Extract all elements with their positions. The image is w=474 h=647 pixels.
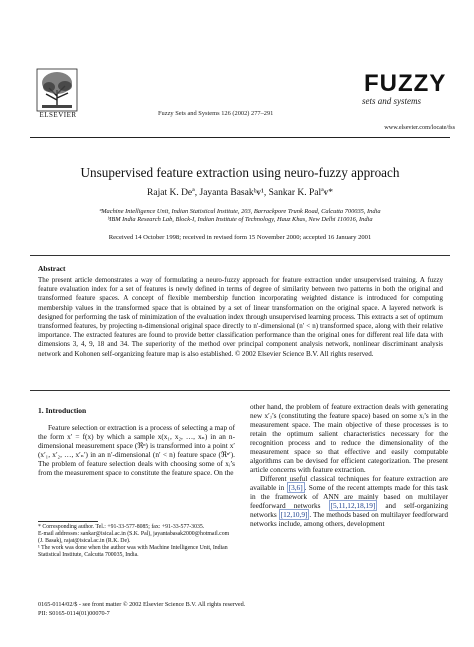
paragraph-text: Different useful classical techniques for feature extraction are available in xyxy=(250,474,448,492)
journal-logo-sub: sets and systems xyxy=(362,96,421,106)
footnote-emails: E-mail addresses: sankar@isical.ac.in (S.K. Pal), jayantabasak2000@hotmail.com (J. Basak), rajat@isical.ac.in (R.K. De). xyxy=(38,531,230,544)
affiliation-a: ªMachine Intelligence Unit, Indian Statistical Institute, 203, Barrackpore Trunk Road, Calcutta 700035, India xyxy=(99,208,381,215)
copyright-line: 0165-0114/02/$ - see front matter © 2002 Elsevier Science B.V. All rights reserved. xyxy=(38,601,246,608)
author-list: Rajat K. Deª, Jayanta Basakᵇⱴ¹, Sankar K. Palªⱴ* xyxy=(147,188,333,198)
received-dates: Received 14 October 1998; received in revised form 15 November 2000; accepted 16 January 2001 xyxy=(108,234,372,241)
intro-right-column xyxy=(250,402,448,528)
journal-url[interactable]: www.elsevier.com/locate/fss xyxy=(384,124,455,131)
citation-link[interactable]: [3,6] xyxy=(288,483,303,492)
citation-link[interactable]: [5,11,12,18,19] xyxy=(330,501,376,510)
footnote-author-note: ¹ The work was done when the author was with Machine Intelligence Unit, Indian Statistical Institute, Calcutta 700035, India. xyxy=(38,545,228,558)
abstract-top-rule xyxy=(30,255,450,256)
journal-logo-main: FUZZY xyxy=(364,70,447,97)
paragraph-text: . The methods based on multilayer feedforward networks include, among others, development xyxy=(250,510,449,528)
pii-line: PII: S0165-0114(01)00070-7 xyxy=(38,610,110,617)
header-divider xyxy=(30,137,450,138)
footnote-rule xyxy=(38,521,98,522)
intro-right-paragraph-1: other hand, the problem of feature extraction deals with generating new x′ⱼ’s (constituting the feature space) based on some xᵢ’s in the measurement space. The main objective of these processes is to retain the optimum salient characteristics necessary for the recognition process and to reduce the dimensionality of the measurement space so that effective and easily computable algorithms can be devised for efficient categorization. The present article concerns with feature extraction. xyxy=(250,402,448,474)
abstract-bottom-rule xyxy=(30,390,450,391)
paragraph-text: . Some of the recent attempts made for this task in the framework of ANN are mainly based on multilayer feedforward networks xyxy=(250,483,448,510)
paper-title: Unsupervised feature extraction using neuro-fuzzy approach xyxy=(80,165,400,180)
footnote-corresponding: * Corresponding author. Tel.: +91-33-577-8085; fax: +91-33-577-3035. xyxy=(38,524,205,530)
abstract-text: The present article demonstrates a way of formulating a neuro-fuzzy approach for feature extraction under unsupervised training. A fuzzy feature evaluation index for a set of features is newly defined in terms of degree of similarity between two patterns in both the original and transformed feature spaces. A concept of flexible membership function incorporating weighted distance is introduced for computing membership values in the transformed space that is obtained by a set of linear transformation on the original space. A layered network is designed for performing the task of minimization of the evaluation index through unsupervised learning process. This extracts a set of optimum transformed features, by projecting n-dimensional original space directly to n′-dimensional (n′ < n) transformed space, along with their relative importance. The extracted features are found to provide better classification performance than the original ones for different real life data with dimensions 3, 4, 9, 18 and 34. The superiority of the method over principal component analysis network, nonlinear discriminant analysis network and Kohonen self-organizing feature map is also established. © 2002 Elsevier Science B.V. All rights reserved. xyxy=(38,276,443,358)
abstract-heading: Abstract xyxy=(38,264,66,273)
paragraph-text: and self-organizing networks xyxy=(250,501,448,519)
citation-link[interactable]: [12,10,9] xyxy=(280,510,308,519)
elsevier-tree-logo xyxy=(36,68,78,112)
footnotes xyxy=(38,524,235,559)
intro-left-paragraph: Feature selection or extraction is a process of selecting a map of the form x′ = f(x) by which a sample x(x₁, x₂, …, xₙ) in an n-dimensional measurement space (ℜⁿ) is transformed into a point x′(x′₁, x′₂, …, x′ₙ′) in an n′-dimensional (n′ < n) feature space (ℜⁿ′). The problem of feature selection deals with choosing some of xᵢ’s from the measurement space to constitute the feature space. On the xyxy=(38,423,236,477)
journal-citation: Fuzzy Sets and Systems 126 (2002) 277–291 xyxy=(158,110,274,117)
publisher-name: ELSEVIER xyxy=(39,111,77,119)
intro-right-paragraph-2 xyxy=(250,474,448,528)
affiliation-b: ᵇIBM India Research Lab, Block-I, Indian Institute of Technology, Hauz Khas, New Delhi 110016, India xyxy=(107,216,373,223)
section-heading-introduction: 1. Introduction xyxy=(38,406,87,415)
fuzzy-sets-journal-logo xyxy=(358,70,448,114)
